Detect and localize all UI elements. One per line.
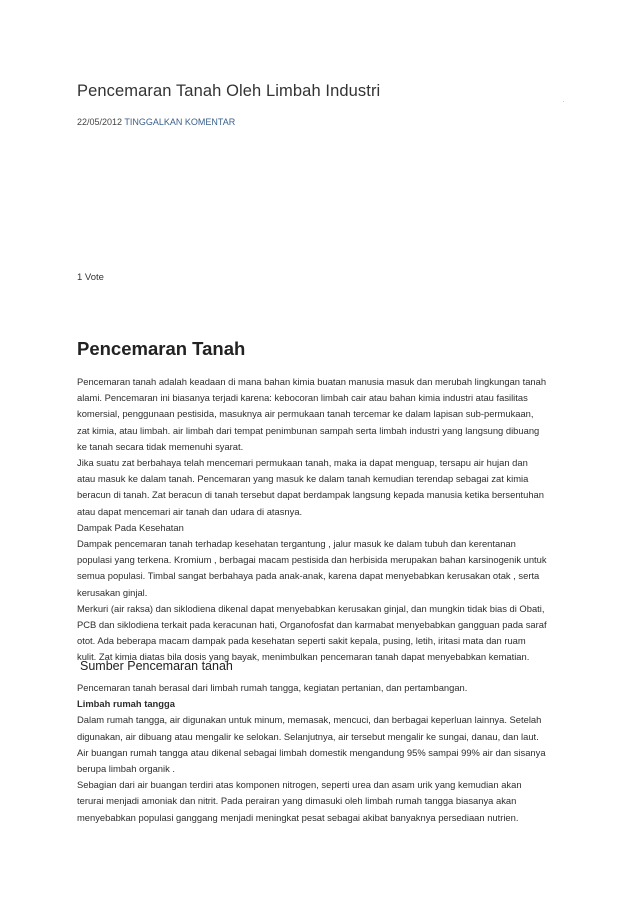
body-line: otot. Ada beberapa macam dampak pada kesehatan seperti sakit kepala, pusing, letih, iritasi mata dan ruam (77, 635, 526, 647)
post-date: 22/05/2012 (77, 117, 123, 127)
body-line: semua populasi. Timbal sangat berbahaya pada anak-anak, karena dapat menyebabkan kerusakan otak , serta (77, 570, 540, 582)
body-line: digunakan, air dibuang atau mengalir ke selokan. Selanjutnya, air tersebut mengalir ke sungai, danau, dan laut. (77, 730, 539, 742)
body-line: Merkuri (air raksa) dan siklodiena dikenal dapat menyebabkan kerusakan ginjal, dan mungkin tidak bias di Obati, (77, 602, 545, 614)
post-title: Pencemaran Tanah Oleh Limbah Industri (77, 82, 381, 100)
body-line: ke tanah secara tidak memenuhi syarat. (77, 440, 244, 452)
body-line: zat kimia, atau limbah. air limbah dari tempat penimbunan sampah serta limbah industri yang langsung dibuang (77, 424, 540, 436)
body-line: atau dapat mencemari air tanah dan udara di atasnya. (77, 505, 303, 517)
decorative-dot (563, 101, 564, 102)
body-subheading-line: Dampak Pada Kesehatan (77, 521, 184, 533)
body-line: beracun di tanah. Zat beracun di tanah tersebut dapat berdampak langsung kepada manusia ketika bersentuhan (77, 489, 544, 501)
sumber-heading: Sumber Pencemaran tanah (80, 659, 233, 673)
body-line: Sebagian dari air buangan terdiri atas komponen nitrogen, seperti urea dan asam urik yang kemudian akan (77, 779, 522, 791)
body-line: populasi yang terkena. Kromium , berbagai macam pestisida dan herbisida merupakan bahan karsinogenik untuk (77, 554, 547, 566)
body-line: Air buangan rumah tangga atau dikenal sebagai limbah domestik mengandung 95% sampai 99% air dan sisanya (77, 746, 546, 758)
body-line: Pencemaran tanah adalah keadaan di mana bahan kimia buatan manusia masuk dan merubah lingkungan tanah (77, 376, 547, 387)
body-line: Pencemaran tanah berasal dari limbah rumah tangga, kegiatan pertanian, dan pertambangan. (77, 682, 468, 693)
body-line: Jika suatu zat berbahaya telah mencemari permukaan tanah, maka ia dapat menguap, tersapu air hujan dan (77, 457, 528, 469)
body-line: komersial, penggunaan pestisida, masuknya air permukaan tanah tercemar ke dalam lapisan sub-permukaan, (77, 408, 534, 420)
body-line: berupa limbah organik . (77, 763, 175, 775)
body-line: kerusakan ginjal. (77, 586, 148, 598)
post-meta (77, 116, 235, 128)
body-line: Dampak pencemaran tanah terhadap kesehatan tergantung , jalur masuk ke dalam tubuh dan kerentanan (77, 538, 516, 550)
body-line: PCB dan siklodiena terkait pada keracunan hati, Organofosfat dan karmabat menyebabkan gangguan pada saraf (77, 619, 547, 631)
body-line: menyebabkan populasi ganggang menjadi meningkat pesat sebagai akibat banyaknya persediaan nutrien. (77, 811, 519, 823)
body-line: Dalam rumah tangga, air digunakan untuk minum, memasak, mencuci, dan berbagai keperluan lainnya. Setelah (77, 714, 542, 726)
section-title: Pencemaran Tanah (77, 338, 246, 359)
limbah-rumah-tangga-heading: Limbah rumah tangga (77, 698, 175, 710)
article-body-part-2 (77, 680, 567, 826)
body-line: kulit. Zat kimia diatas bila dosis yang bayak, menimbulkan pencemaran tanah dapat menyebabkan kematian. (77, 651, 530, 663)
body-line: atau masuk ke dalam tanah. Pencemaran yang masuk ke dalam tanah kemudian terendap sebagai zat kimia (77, 473, 529, 485)
leave-comment-link[interactable]: TINGGALKAN KOMENTAR (124, 117, 236, 127)
vote-count: 1 Vote (77, 272, 104, 283)
body-line: terurai menjadi amoniak dan nitrit. Pada perairan yang dimasuki oleh limbah rumah tangga biasanya akan (77, 795, 517, 807)
body-line: alami. Pencemaran ini biasanya terjadi karena: kebocoran limbah cair atau bahan kimia industri atau fasilitas (77, 392, 528, 404)
article-body-part-1 (77, 374, 567, 666)
